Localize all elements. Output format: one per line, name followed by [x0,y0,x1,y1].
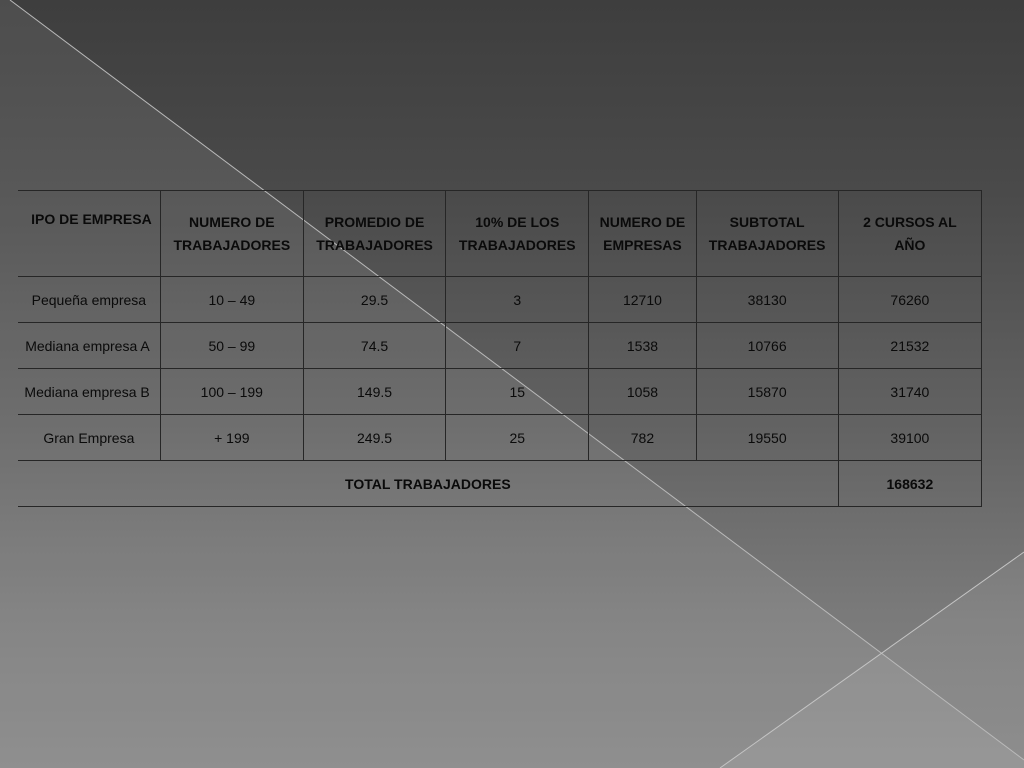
cell-numero-empresas: 1058 [589,369,696,415]
cell-tipo: Gran Empresa [18,415,160,461]
header-numero-trabajadores: NUMERO DE TRABAJADORES [160,191,303,277]
header-2-cursos-anio: 2 CURSOS AL AÑO [838,191,981,277]
cell-subtotal: 38130 [696,277,838,323]
cell-tipo: Pequeña empresa [18,277,160,323]
total-label: TOTAL TRABAJADORES [18,461,838,507]
header-10-porciento: 10% DE LOS TRABAJADORES [446,191,589,277]
cell-2-cursos: 31740 [838,369,981,415]
cell-10-porciento: 7 [446,323,589,369]
table-row [18,415,982,461]
cell-10-porciento: 3 [446,277,589,323]
total-row [18,461,982,507]
cell-promedio: 74.5 [303,323,445,369]
cell-numero-trabajadores: 10 – 49 [160,277,303,323]
cell-tipo: Mediana empresa A [18,323,160,369]
cell-numero-trabajadores: + 199 [160,415,303,461]
table-row [18,323,982,369]
cell-tipo: Mediana empresa B [18,369,160,415]
table-header-row [18,191,982,277]
companies-table [18,190,982,507]
table-row [18,369,982,415]
cell-numero-trabajadores: 100 – 199 [160,369,303,415]
cell-2-cursos: 21532 [838,323,981,369]
cell-numero-empresas: 1538 [589,323,696,369]
cell-10-porciento: 15 [446,369,589,415]
header-tipo-empresa: IPO DE EMPRESA [18,191,160,277]
cell-numero-empresas: 782 [589,415,696,461]
cell-numero-empresas: 12710 [589,277,696,323]
header-numero-empresas: NUMERO DE EMPRESAS [589,191,696,277]
cell-10-porciento: 25 [446,415,589,461]
total-value: 168632 [838,461,981,507]
cell-2-cursos: 76260 [838,277,981,323]
cell-subtotal: 19550 [696,415,838,461]
table-row [18,277,982,323]
cell-numero-trabajadores: 50 – 99 [160,323,303,369]
cell-subtotal: 10766 [696,323,838,369]
cell-promedio: 249.5 [303,415,445,461]
header-subtotal-trabajadores: SUBTOTAL TRABAJADORES [696,191,838,277]
cell-2-cursos: 39100 [838,415,981,461]
cell-promedio: 29.5 [303,277,445,323]
cell-promedio: 149.5 [303,369,445,415]
cell-subtotal: 15870 [696,369,838,415]
header-promedio-trabajadores: PROMEDIO DE TRABAJADORES [303,191,445,277]
